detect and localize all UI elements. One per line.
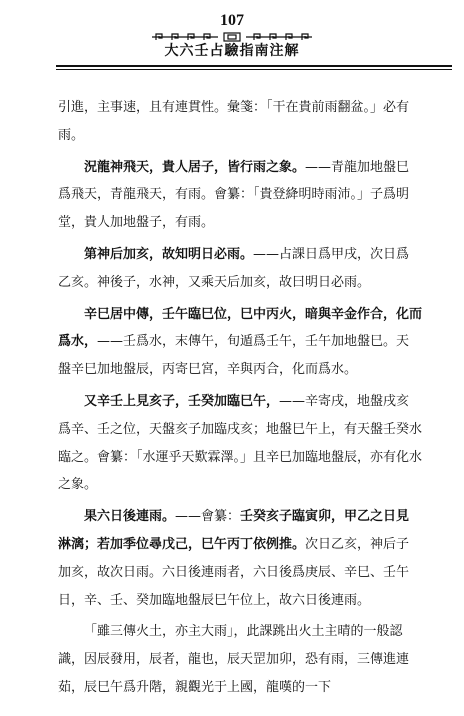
text-segment: ——辛寄戌，地盤戌亥爲辛、壬之位，天盤亥子加臨戌亥；地盤巳午上，有天盤壬癸水臨之。會纂：「水運乎天歎霖澤。」且辛巳加臨地盤辰，亦有化水之象。 <box>58 393 423 493</box>
paragraph <box>58 94 422 150</box>
paragraph <box>58 388 422 499</box>
paragraph <box>58 618 422 701</box>
fret-ornament <box>152 32 312 42</box>
paragraph <box>58 301 422 384</box>
header-rule-thin <box>56 69 452 70</box>
text-segment: ——青龍加地盤巳爲飛天，青龍飛天，有雨。會纂：「貴登絳明時雨沛。」子爲明堂，貴人加地盤子，有雨。 <box>58 159 410 231</box>
body-text <box>58 94 422 702</box>
text-segment: 引進，主事速，且有連貫性。彙箋：「干在貴前雨翻盆。」必有雨。 <box>58 100 410 143</box>
header-rule <box>56 65 452 67</box>
paragraph <box>58 241 422 297</box>
text-segment: ——壬爲水，末傳午，旬遁爲壬午，壬午加地盤巳。天盤辛巳加地盤辰，丙寄巳宮，辛與丙合，化而爲水。 <box>58 334 410 378</box>
bold-text-segment: 壬癸亥子臨寅卯，甲乙之日見淋漓；若加季位尋戊己，巳午丙丁依例推。 <box>58 509 410 552</box>
paragraph <box>58 503 422 614</box>
text-segment: 次日乙亥，神后子加亥，故次日雨。六日後連雨者，六日後爲庚辰、辛巳、壬午日，辛、壬、癸加臨地盤辰巳午位上，故六日後連雨。 <box>58 536 410 608</box>
text-segment: ——占課日爲甲戌，次日爲乙亥。神後子，水神，又乘天后加亥，故曰明日必雨。 <box>58 246 410 290</box>
bold-text-segment: 果六日後連雨。 <box>84 509 176 525</box>
book-title: 大六壬占驗指南注解 <box>164 43 300 59</box>
paragraph <box>58 154 422 237</box>
bold-text-segment: 辛巳居中傳，壬午臨巳位，巳中丙火，暗與辛金作合，化而爲水， <box>58 306 423 350</box>
page-number: 107 <box>220 12 244 29</box>
text-segment: 「雖三傳火土，亦主大雨」，此課跳出火土主晴的一般認識，因辰發用，辰者，龍也，辰天罡加卯，恐有雨，三傳進連茹，辰巳午爲升階，親觀光于上國，龍嘆的一下 <box>58 624 410 695</box>
text-segment: ——會纂： <box>175 509 241 525</box>
bold-text-segment: 又辛壬上見亥子，壬癸加臨巳午， <box>84 393 280 409</box>
bold-text-segment: 第神后加亥，故知明日必雨。 <box>84 246 254 262</box>
bold-text-segment: 況龍神飛天，貴人居子，皆行雨之象。 <box>84 159 306 175</box>
